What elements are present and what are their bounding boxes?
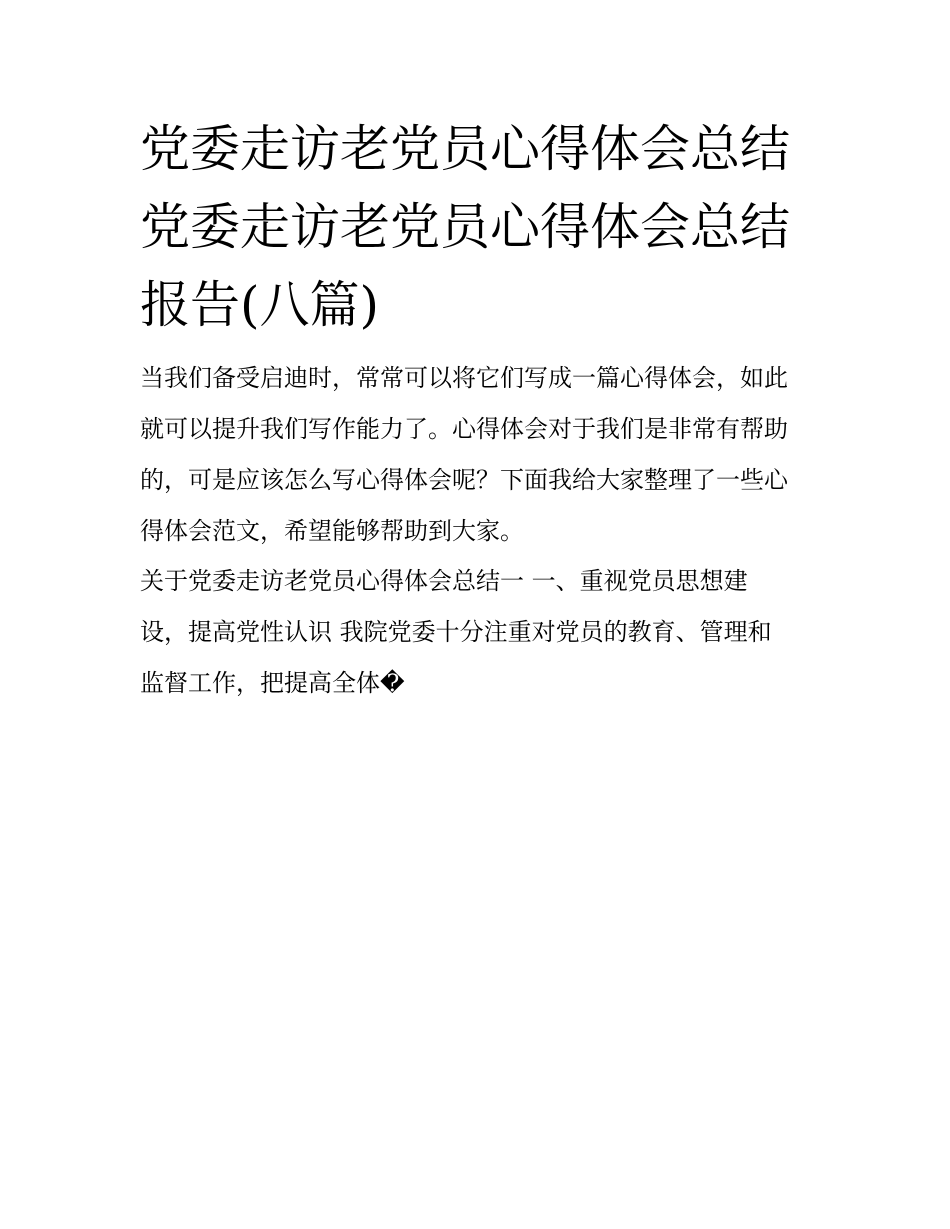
intro-line: 得体会范文，希望能够帮助到大家。 bbox=[140, 517, 524, 545]
intro-line: 的，可是应该怎么写心得体会呢？下面我给大家整理了一些心 bbox=[140, 466, 788, 494]
title-line: 党委走访老党员心得体会总结 bbox=[140, 120, 790, 178]
title-line: 党委走访老党员心得体会总结 bbox=[140, 198, 790, 256]
title-line: 报告(八篇) bbox=[140, 276, 380, 334]
intro-paragraph bbox=[140, 353, 820, 557]
section-line: 监督工作，把提高全体� bbox=[140, 669, 405, 697]
section-line: 关于党委走访老党员心得体会总结一 一、重视党员思想建 bbox=[140, 567, 748, 595]
document-title bbox=[140, 110, 820, 344]
intro-line: 就可以提升我们写作能力了。心得体会对于我们是非常有帮助 bbox=[140, 415, 788, 443]
section-line: 设，提高党性认识 我院党委十分注重对党员的教育、管理和 bbox=[140, 618, 772, 646]
section-paragraph bbox=[140, 556, 820, 709]
intro-line: 当我们备受启迪时，常常可以将它们写成一篇心得体会，如此 bbox=[140, 364, 788, 392]
